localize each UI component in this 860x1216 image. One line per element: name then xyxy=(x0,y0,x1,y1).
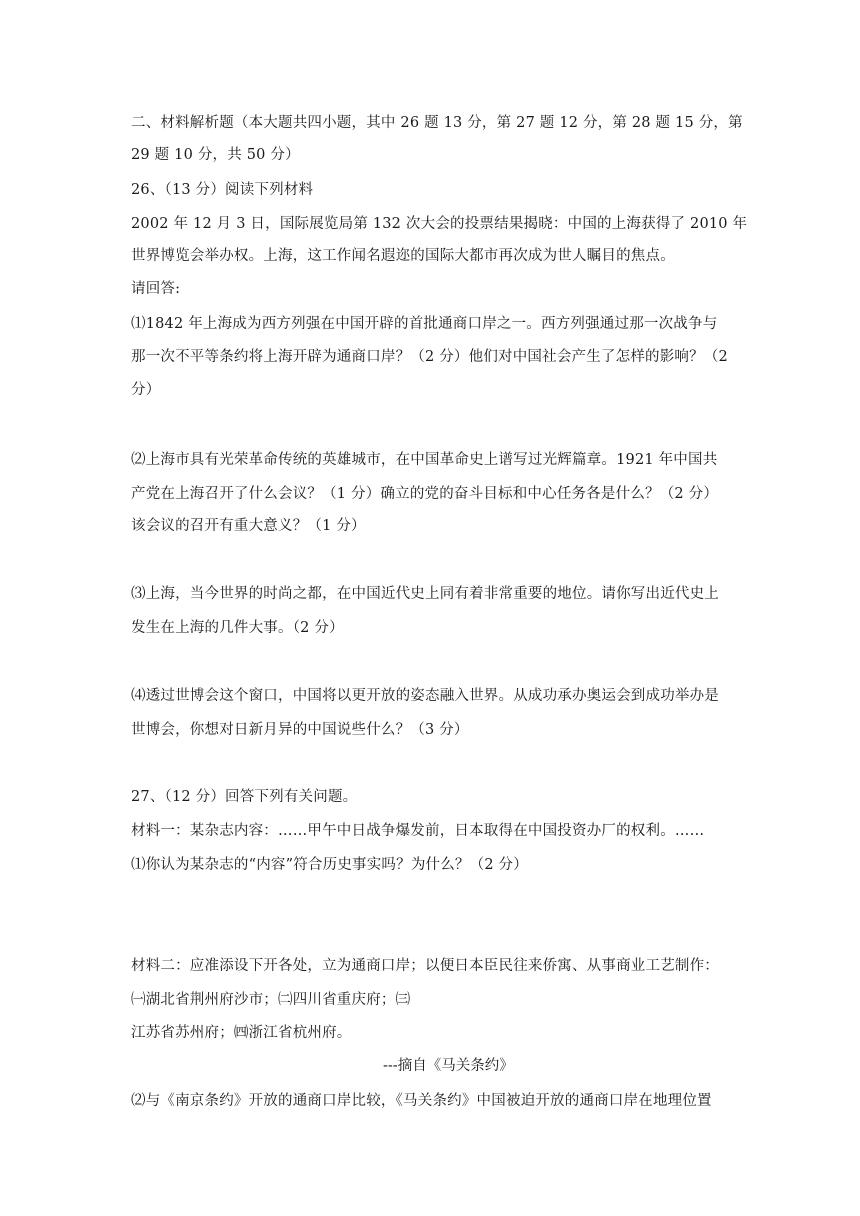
q27-material-2-line-1: 材料二：应准添设下开各处，立为通商口岸；以便日本臣民往来侨寓、从事商业工艺制作： xyxy=(131,958,719,974)
q26-sub1-line-3: 分） xyxy=(131,382,161,398)
q26-sub2-line-2: 产党在上海召开了什么会议？（1 分）确立的党的奋斗目标和中心任务各是什么？（2 分） xyxy=(131,486,719,502)
q27-material-2-line-3: 江苏省苏州府；㈣浙江省杭州府。 xyxy=(131,1025,352,1041)
q26-sub2-line-1: ⑵上海市具有光荣革命传统的英雄城市，在中国革命史上谱写过光辉篇章。1921 年中国共 xyxy=(131,452,718,468)
q26-material-line-2: 世界博览会举办权。上海，这工作闻名遐迩的国际大都市再次成为世人瞩目的焦点。 xyxy=(131,248,675,264)
q26-sub4-line-1: ⑷透过世博会这个窗口，中国将以更开放的姿态融入世界。从成功承办奥运会到成功举办是 xyxy=(131,688,719,704)
q26-sub1-line-1: ⑴1842 年上海成为西方列强在中国开辟的首批通商口岸之一。西方列强通过那一次战争与 xyxy=(131,316,718,332)
q26-prompt: 请回答: xyxy=(131,281,181,297)
q26-material-line-1: 2002 年 12 月 3 日，国际展览局第 132 次大会的投票结果揭晓：中国的上海获得了 2010 年 xyxy=(131,216,748,232)
q26-sub1-line-2: 那一次不平等条约将上海开辟为通商口岸？（2 分）他们对中国社会产生了怎样的影响？（2 xyxy=(131,349,728,365)
q26-sub3-line-1: ⑶上海，当今世界的时尚之都，在中国近代史上同有着非常重要的地位。请你写出近代史上 xyxy=(131,586,719,602)
q27-material-1: 材料一：某杂志内容：……甲午中日战争爆发前，日本取得在中国投资办厂的权利。…… xyxy=(131,823,705,839)
q26-sub3-line-2: 发生在上海的几件大事。（2 分） xyxy=(131,620,344,636)
question-27-title: 27、（12 分）回答下列有关问题。 xyxy=(131,789,358,805)
question-26-title: 26、（13 分）阅读下列材料 xyxy=(131,182,314,198)
q27-material-2-line-2: ㈠湖北省荆州府沙市；㈡四川省重庆府；㈢ xyxy=(131,992,411,1008)
section-heading-line-1: 二、材料解析题（本大题共四小题，其中 26 题 13 分，第 27 题 12 分，第 28 题 15 分，第 xyxy=(131,115,743,131)
q26-sub2-line-3: 该会议的召开有重大意义？（1 分） xyxy=(131,518,366,534)
q26-sub4-line-2: 世博会，你想对日新月异的中国说些什么？（3 分） xyxy=(131,722,469,738)
q27-sub1: ⑴你认为某杂志的“内容”符合历史事实吗？为什么？（2 分） xyxy=(131,857,528,873)
q27-sub2-line-1: ⑵与《南京条约》开放的通商口岸比较，《马关条约》中国被迫开放的通商口岸在地理位置 xyxy=(131,1093,712,1109)
q27-source-citation: ---摘自《马关条约》 xyxy=(383,1058,514,1074)
section-heading-line-2: 29 题 10 分，共 50 分） xyxy=(131,147,300,163)
